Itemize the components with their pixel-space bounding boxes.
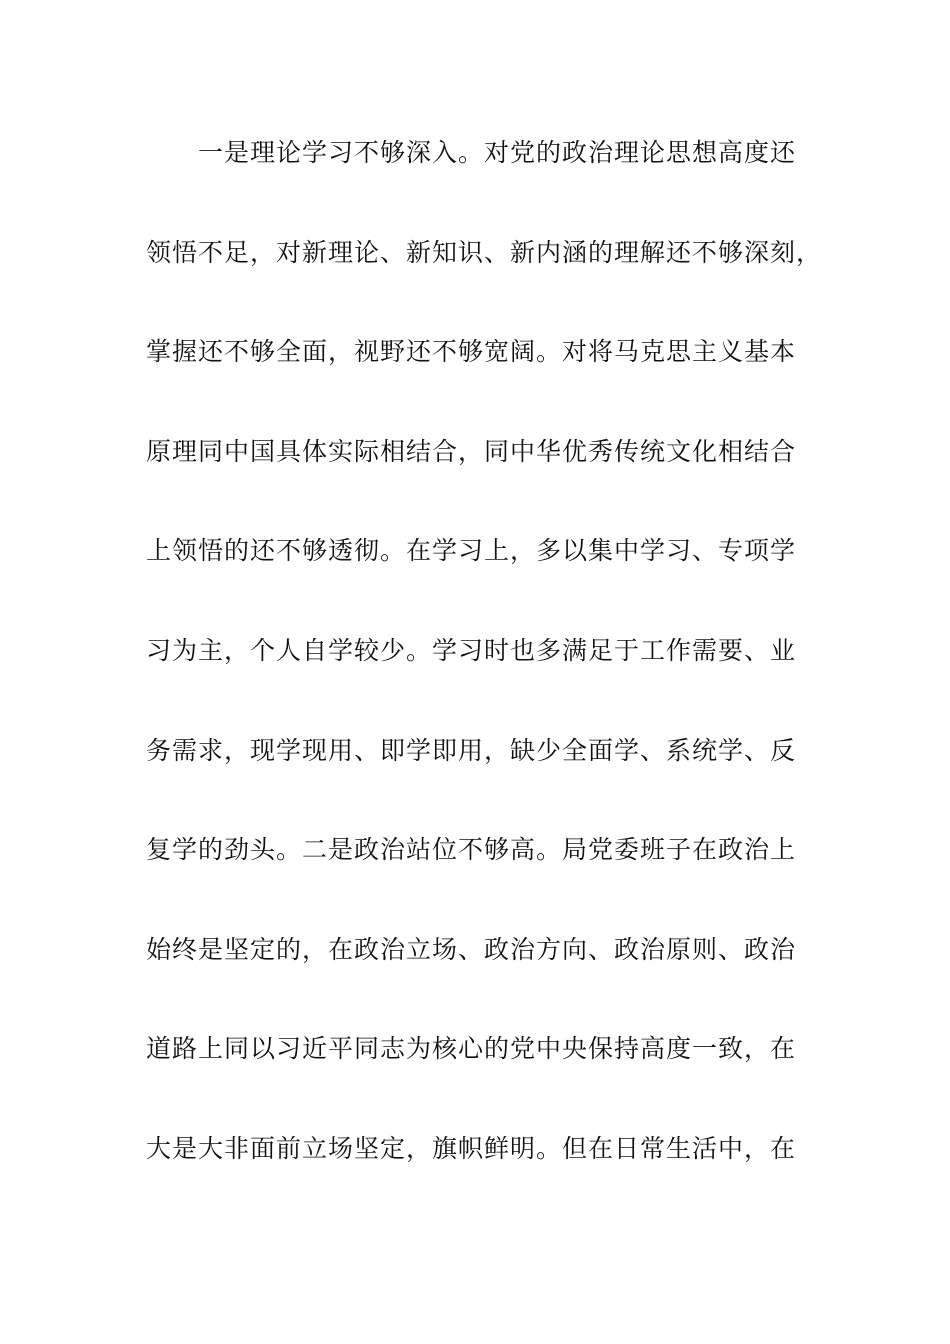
text-line-3: 掌握还不够全面，视野还不够宽阔。对将马克思主义基本 xyxy=(146,337,797,367)
text-line-5: 上领悟的还不够透彻。在学习上，多以集中学习、专项学 xyxy=(146,536,797,566)
text-line-6: 习为主，个人自学较少。学习时也多满足于工作需要、业 xyxy=(146,635,797,665)
text-line-7: 务需求，现学现用、即学即用，缺少全面学、系统学、反 xyxy=(146,735,797,765)
text-line-11: 大是大非面前立场坚定，旗帜鲜明。但在日常生活中，在 xyxy=(146,1133,797,1163)
text-line-1: 一是理论学习不够深入。对党的政治理论思想高度还 xyxy=(198,138,797,167)
text-line-2: 领悟不足，对新理论、新知识、新内涵的理解还不够深刻， xyxy=(146,237,823,267)
text-line-8: 复学的劲头。二是政治站位不够高。局党委班子在政治上 xyxy=(146,835,797,865)
text-line-9: 始终是坚定的，在政治立场、政治方向、政治原则、政治 xyxy=(146,934,797,964)
text-line-4: 原理同中国具体实际相结合，同中华优秀传统文化相结合 xyxy=(146,436,797,466)
body-paragraph xyxy=(146,130,823,1226)
text-line-10: 道路上同以习近平同志为核心的党中央保持高度一致，在 xyxy=(146,1034,797,1064)
